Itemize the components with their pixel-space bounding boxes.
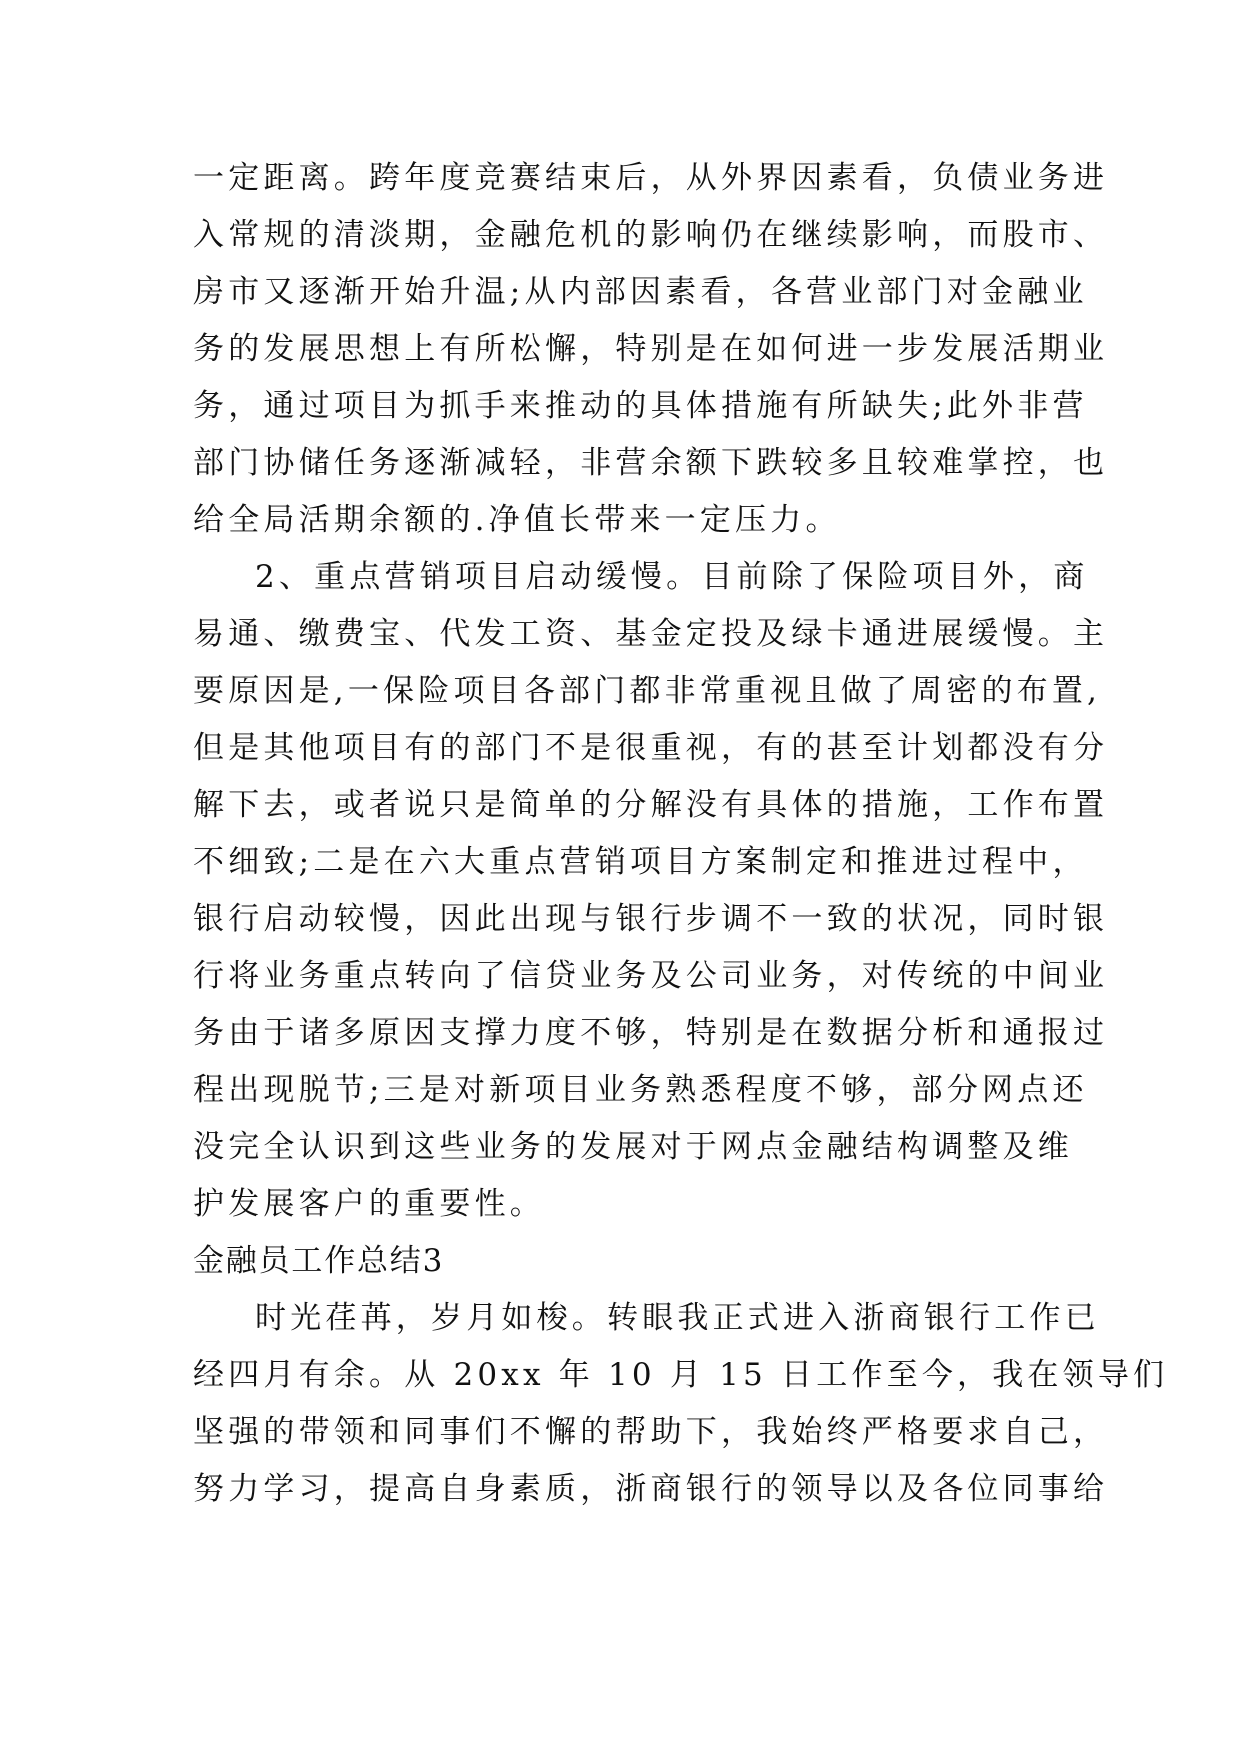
text-line: 务由于诸多原因支撑力度不够，特别是在数据分析和通报过: [193, 1015, 1109, 1051]
text-line: 坚强的带领和同事们不懈的帮助下，我始终严格要求自己，: [193, 1414, 1109, 1450]
text-line: 2、重点营销项目启动缓慢。目前除了保险项目外，商: [255, 559, 1089, 595]
text-line: 程出现脱节;三是对新项目业务熟悉程度不够，部分网点还: [193, 1072, 1088, 1108]
text-line: 努力学习，提高自身素质，浙商银行的领导以及各位同事给: [193, 1471, 1109, 1507]
text-line: 部门协储任务逐渐减轻，非营余额下跌较多且较难掌控，也: [193, 445, 1109, 481]
text-line: 务的发展思想上有所松懈，特别是在如何进一步发展活期业: [193, 331, 1109, 367]
text-line: 入常规的清淡期，金融危机的影响仍在继续影响，而股市、: [193, 217, 1109, 253]
text-line: 不细致;二是在六大重点营销项目方案制定和推进过程中，: [193, 844, 1088, 880]
text-line: 行将业务重点转向了信贷业务及公司业务，对传统的中间业: [193, 958, 1109, 994]
text-line: 时光荏苒，岁月如梭。转眼我正式进入浙商银行工作已: [255, 1300, 1100, 1336]
text-line: 房市又逐渐开始升温;从内部因素看，各营业部门对金融业: [193, 274, 1088, 310]
text-line: 但是其他项目有的部门不是很重视，有的甚至计划都没有分: [193, 730, 1109, 766]
text-line: 易通、缴费宝、代发工资、基金定投及绿卡通进展缓慢。主: [193, 616, 1109, 652]
text-line: 给全局活期余额的.净值长带来一定压力。: [193, 502, 841, 538]
text-line: 要原因是,一保险项目各部门都非常重视且做了周密的布置,: [193, 673, 1102, 709]
text-line: 解下去，或者说只是简单的分解没有具体的措施，工作布置: [193, 787, 1109, 823]
text-line: 银行启动较慢，因此出现与银行步调不一致的状况，同时银: [193, 901, 1109, 937]
section-heading: 金融员工作总结3: [193, 1243, 445, 1279]
text-line: 务，通过项目为抓手来推动的具体措施有所缺失;此外非营: [193, 388, 1088, 424]
text-line: 护发展客户的重要性。: [193, 1186, 545, 1222]
text-line: 一定距离。跨年度竞赛结束后，从外界因素看，负债业务进: [193, 160, 1109, 196]
text-line: 没完全认识到这些业务的发展对于网点金融结构调整及维: [193, 1129, 1073, 1165]
text-line: 经四月有余。从 20xx 年 10 月 15 日工作至今，我在领导们: [193, 1357, 1169, 1393]
